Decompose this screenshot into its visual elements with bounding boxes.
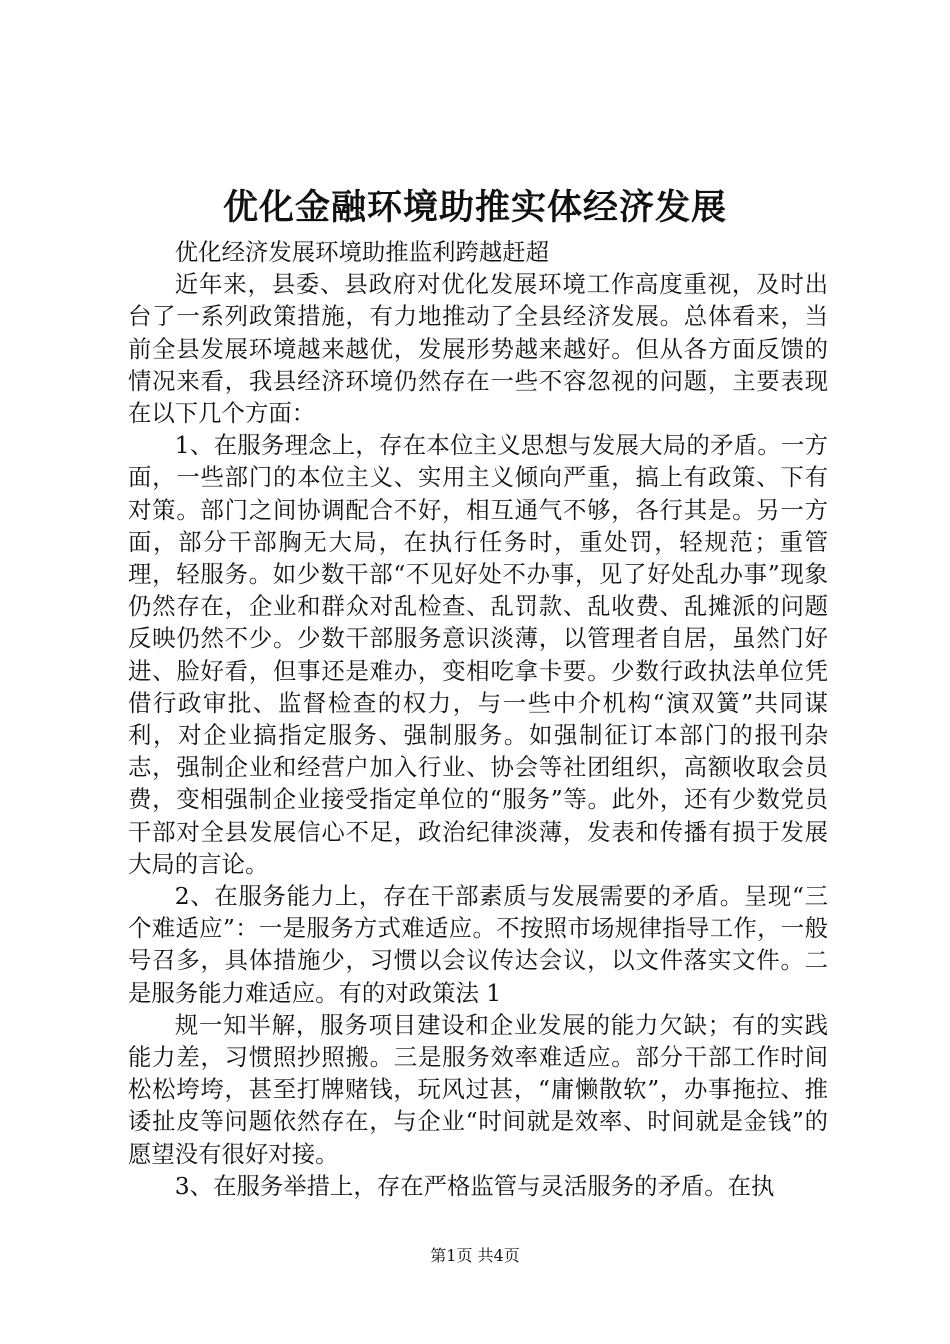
paragraph-service-capability-continued: 规一知半解，服务项目建设和企业发展的能力欠缺；有的实践能力差，习惯照抄照搬。三是服务效率难适应。部分干部工作时间松松垮垮，甚至打牌赌钱，玩风过甚，“庸懒散软”，办事拖拉、推诿扯皮等问题依然存在，与企业“时间就是效率、时间就是金钱”的愿望没有很好对接。: [128, 1010, 828, 1168]
document-subtitle: 优化经济发展环境助推监利跨越赶超: [174, 238, 550, 266]
paragraph-service-measures: 3、在服务举措上，存在严格监管与灵活服务的矛盾。在执: [174, 1171, 775, 1200]
page-footer: 第1页 共4页: [430, 1246, 520, 1265]
document-body: [128, 236, 828, 1202]
paragraph-service-capability: 2、在服务能力上，存在干部素质与发展需要的矛盾。呈现“三个难适应”：一是服务方式难适应。不按照市场规律指导工作，一般号召多，具体措施少，习惯以会议传达会议，以文件落实文件。二是服务能力难适应。有的对政策法 1: [128, 882, 828, 1007]
document-title: 优化金融环境助推实体经济发展: [222, 187, 727, 228]
paragraph-intro: 近年来，县委、县政府对优化发展环境工作高度重视，及时出台了一系列政策措施，有力地推动了全县经济发展。总体看来，当前全县发展环境越来越优，发展形势越来越好。但从各方面反馈的情况来看，我县经济环境仍然存在一些不容忽视的问题，主要表现在以下几个方面：: [128, 270, 828, 428]
paragraph-service-concept: 1、在服务理念上，存在本位主义思想与发展大局的矛盾。一方面，一些部门的本位主义、实用主义倾向严重，搞上有政策、下有对策。部门之间协调配合不好，相互通气不够，各行其是。另一方面，部分干部胸无大局，在执行任务时，重处罚，轻规范；重管理，轻服务。如少数干部“不见好处不办事，见了好处乱办事”现象仍然存在，企业和群众对乱检查、乱罚款、乱收费、乱摊派的问题反映仍然不少。少数干部服务意识淡薄，以管理者自居，虽然门好进、脸好看，但事还是难办，变相吃拿卡要。少数行政执法单位凭借行政审批、监督检查的权力，与一些中介机构“演双簧”共同谋利，对企业搞指定服务、强制服务。如强制征订本部门的报刊杂志，强制企业和经营户加入行业、协会等社团组织，高额收取会员费，变相强制企业接受指定单位的“服务”等。此外，还有少数党员干部对全县发展信心不足，政治纪律淡薄，发表和传播有损于发展大局的言论。: [128, 431, 828, 878]
